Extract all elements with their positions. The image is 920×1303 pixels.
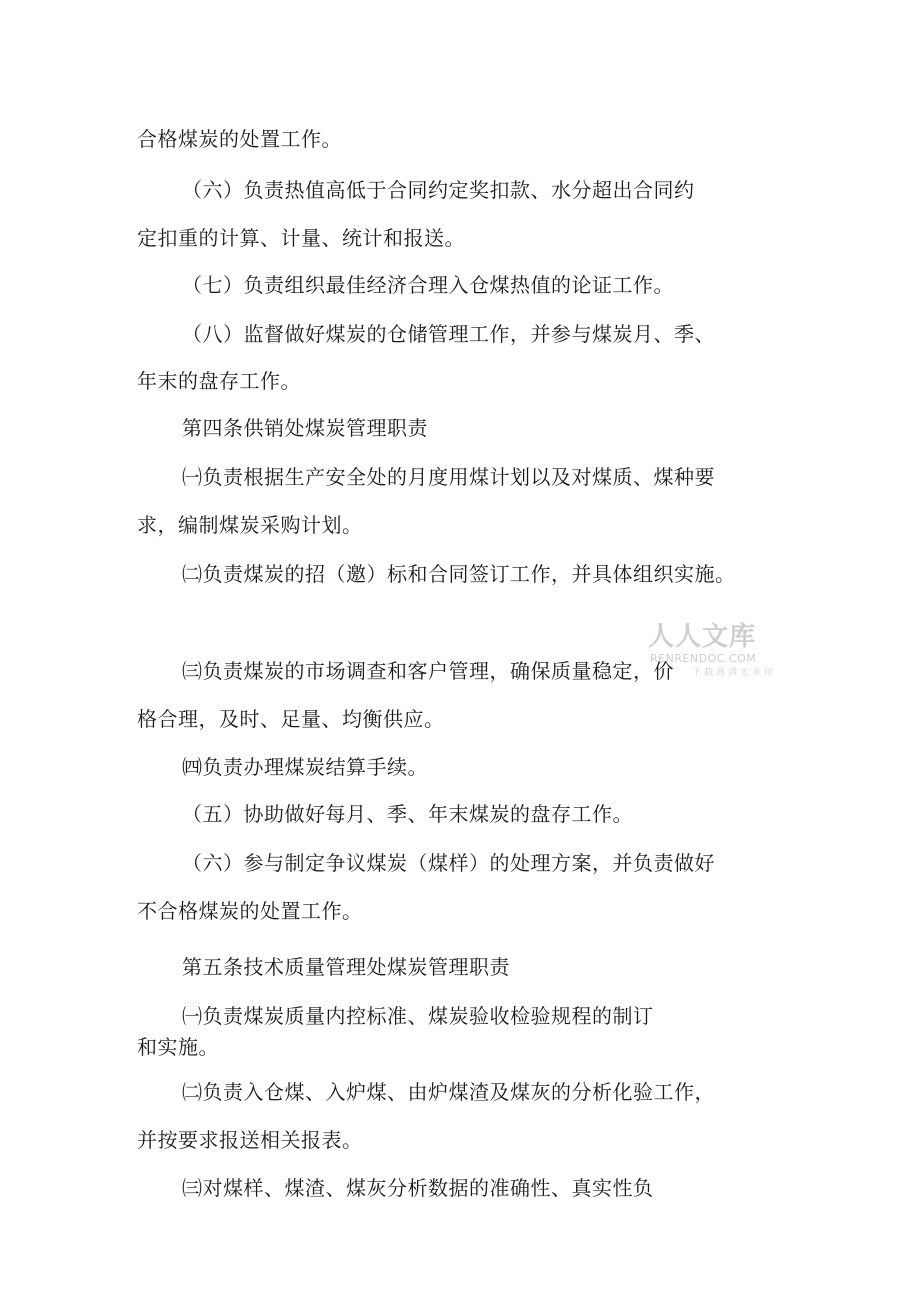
text-line: 定扣重的计算、计量、统计和报送。 [137, 226, 465, 250]
text-line: ㈢对煤样、煤渣、煤灰分析数据的准确性、真实性负 [182, 1176, 654, 1200]
text-line: 格合理，及时、足量、均衡供应。 [137, 707, 445, 731]
watermark-title: 人人文库 [648, 622, 757, 652]
text-line: 和实施。 [137, 1035, 219, 1059]
watermark-tagline: 下载高清无水印 [692, 668, 777, 678]
text-line: （六）参与制定争议煤炭（煤样）的处理方案，并负责做好 [182, 851, 715, 875]
section-heading: 第四条供销处煤炭管理职责 [182, 416, 428, 440]
text-line: 不合格煤炭的处置工作。 [137, 899, 363, 923]
text-line: ㈣负责办理煤炭结算手续。 [182, 755, 428, 779]
text-line: （六）负责热值高低于合同约定奖扣款、水分超出合同约 [182, 178, 695, 202]
text-line: ㈢负责煤炭的市场调查和客户管理，确保质量稳定，价 [182, 659, 674, 683]
text-line: ㈠负责根据生产安全处的月度用煤计划以及对煤质、煤种要 [182, 465, 715, 489]
section-heading: 第五条技术质量管理处煤炭管理职责 [182, 955, 510, 979]
text-line: ㈠负责煤炭质量内控标准、煤炭验收检验规程的制订 [182, 1004, 654, 1028]
text-line: 并按要求报送相关报表。 [137, 1128, 363, 1152]
text-line: （八）监督做好煤炭的仓储管理工作，并参与煤炭月、季、 [182, 322, 715, 346]
text-line: ㈡负责入仓煤、入炉煤、由炉煤渣及煤灰的分析化验工作， [182, 1080, 715, 1104]
text-line: 求，编制煤炭采购计划。 [137, 513, 363, 537]
watermark-logo [640, 622, 775, 684]
watermark-url: RENRENDOC.COM [650, 652, 757, 665]
text-line: （七）负责组织最佳经济合理入仓煤热值的论证工作。 [182, 273, 674, 297]
text-line: 年末的盘存工作。 [137, 369, 301, 393]
text-line: ㈡负责煤炭的招（邀）标和合同签订工作，并具体组织实施。 [182, 562, 736, 586]
text-line: （五）协助做好每月、季、年末煤炭的盘存工作。 [182, 802, 633, 826]
text-line: 合格煤炭的处置工作。 [137, 127, 342, 151]
